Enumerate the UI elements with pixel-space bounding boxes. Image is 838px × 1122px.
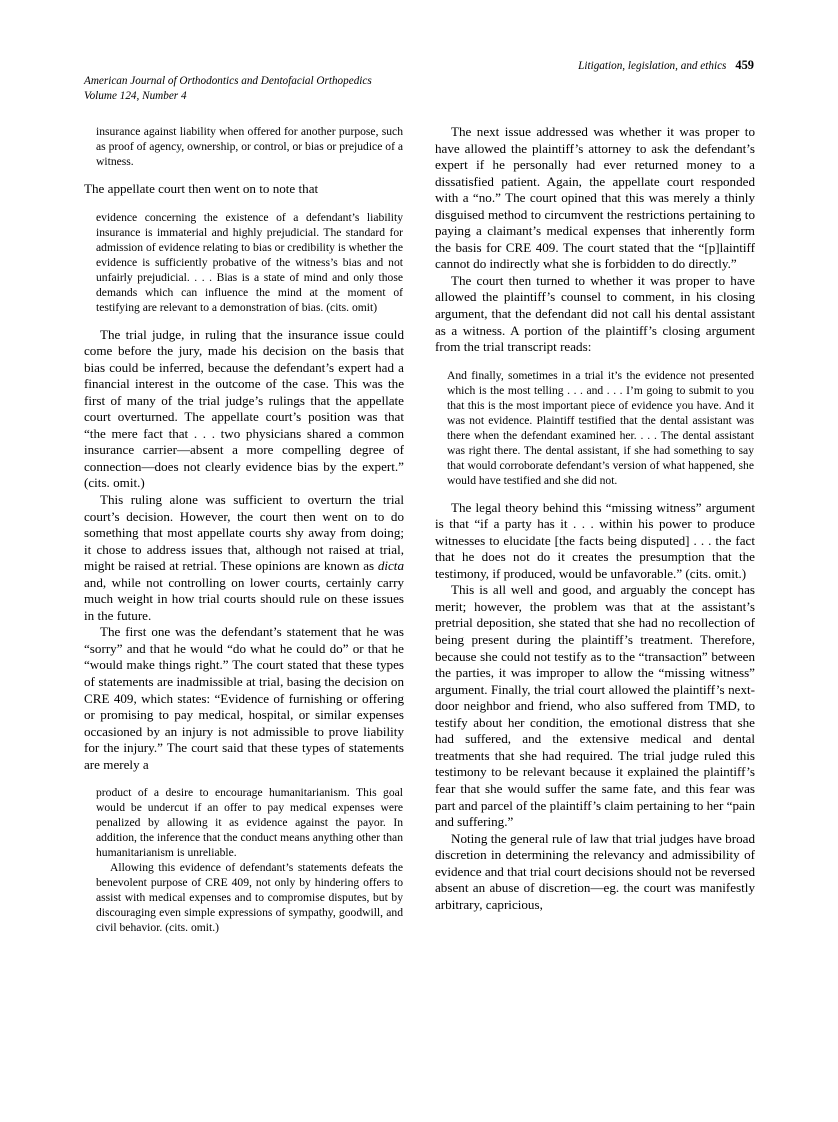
- paragraph-text-b: and, while not controlling on lower courts, certainly carry much weight in how trial courts should rule on these issues in the future.: [84, 574, 404, 623]
- blockquote-humanitarianism: product of a desire to encourage humanitarianism. This goal would be undercut if an offer to pay medical expenses were penalized by allowing it as evidence against the payor. In addition, the inference that the conduct means anything other than humanitarianism is unreliable.: [96, 786, 403, 860]
- paragraph-trial-judge: The trial judge, in ruling that the insurance issue could come before the jury, made his decision on the basis that bias could be inferred, because the defendant’s expert had a financial interest in the outcome of the case. This was the first of many of the trial judge’s rulings that the appellate court overturned. The appellate court’s position was that “the mere fact that . . . two physicians shared a common insurance carrier—absent a more compelling degree of connection—does not clearly evidence bias by the expert.” (cits. omit.): [84, 326, 404, 491]
- spacer: [435, 356, 755, 368]
- italic-term-dicta: dicta: [377, 558, 404, 574]
- column-left: [84, 124, 404, 935]
- page-number: 459: [735, 58, 754, 72]
- journal-title: American Journal of Orthodontics and Dentofacial Orthopedics: [84, 74, 372, 87]
- paragraph-first-one-statement: The first one was the defendant’s statement that he was “sorry” and that he would “do what he could do” or that he “would make things right.” The court stated that these types of statements are inadmissible at trial, basing the decision on CRE 409, which states: “Evidence of furnishing or offering or promising to pay medical, hospital, or similar expenses occasioned by an injury is not admissible to prove liability for the injury.” The court said that these types of statements are merely a: [84, 624, 404, 772]
- blockquote-benevolent-purpose: Allowing this evidence of defendant’s statements defeats the benevolent purpose of CRE 409, not only by hindering offers to assist with medical expenses and to compromise disputes, but by discouraging even simple expressions of sympathy, goodwill, and civil behavior. (cits. omit.): [96, 861, 403, 935]
- spacer: [84, 773, 404, 785]
- article-body: [84, 124, 754, 935]
- paragraph-noting-general-rule: Noting the general rule of law that trial judges have broad discretion in determining the relevancy and admissibility of evidence and that trial court decisions should not be reversed absent an abuse of discretion—eg. the court was manifestly arbitrary, capricious,: [435, 830, 755, 912]
- spacer: [84, 169, 404, 181]
- running-head-journal: [84, 58, 372, 120]
- paragraph-text-a: This ruling alone was sufficient to overturn the trial court’s decision. However, the court then went on to do something that most appellate courts shy away from doing; it chose to address issues that, although not raised at trial, might be raised at retrial. These opinions are known as: [84, 492, 404, 574]
- paragraph-legal-theory: The legal theory behind this “missing witness” argument is that “if a party has it . . . within his power to produce witnesses to elucidate [the facts being disputed] . . . the fact that he does not do it creates the presumption that the testimony, if produced, would be unfavorable.” (cits. omit.): [435, 499, 755, 581]
- paragraph-next-issue: The next issue addressed was whether it was proper to have allowed the plaintiff’s attorney to ask the defendant’s expert if he personally had ever returned money to a dissatisfied patient. Again, the appellate court responded with a “no.” The court opined that this was merely a thinly disguised method to circumvent the restrictions pertaining to paying a claimant’s medical expenses that inherently form the basis for CRE 409. The court stated that the “[p]laintiff cannot do indirectly what she is forbidden to do directly.”: [435, 124, 755, 272]
- paragraph-this-ruling-alone: [84, 492, 404, 624]
- blockquote-closing-argument: And finally, sometimes in a trial it’s the evidence not presented which is the most telling . . . and . . . I’m going to submit to you that this is the most important piece of evidence you have. And it was not evidence. Plaintiff testified that the dental assistant was there when the defendant examined her. . . . The dental assistant was right there. The dental assistant, if she had something to say that would corroborate defendant’s version of what happened, she would have testified and she did not.: [447, 368, 754, 487]
- section-title: Litigation, legislation, and ethics: [578, 60, 727, 72]
- lead-in-appellate-court: The appellate court then went on to note that: [84, 181, 319, 196]
- running-head: [84, 58, 754, 120]
- spacer: [84, 315, 404, 327]
- column-right: [435, 124, 755, 935]
- blockquote-evidence-concerning: evidence concerning the existence of a defendant’s liability insurance is immaterial and highly prejudicial. The standard for admission of evidence relating to bias or credibility is whether the evidence is sufficiently probative of the witness’s bias and not unfairly prejudicial. . . . Bias is a state of mind and only those demands which can influence the mind at the moment of testifying are relevant to a demonstration of bias. (cits. omit): [96, 210, 403, 314]
- spacer: [84, 198, 404, 210]
- spacer: [435, 488, 755, 500]
- volume-issue: Volume 124, Number 4: [84, 90, 187, 102]
- running-head-right: [578, 58, 754, 75]
- paragraph-court-turned: The court then turned to whether it was proper to have allowed the plaintiff’s counsel to comment, in his closing argument, that the defendant did not call his dental assistant as a witness. A portion of the plaintiff’s closing argument from the trial transcript reads:: [435, 272, 755, 355]
- paragraph-well-and-good: This is all well and good, and arguably the concept has merit; however, the problem was that at the assistant’s pretrial deposition, she stated that she had no recollection of being present during the plaintiff’s treatment. Therefore, because she could not testify as to the “transaction” between the parties, it was improper to allow the “missing witness” argument. Finally, the trial court allowed the plaintiff’s next-door neighbor and friend, who also suffered from TMD, to testify about her condition, the emotional distress that she had suffered, and the extensive medical and dental treatments that she had required. The trial judge ruled this testimony to be relevant because it explained the plaintiff’s fear that she would suffer the same fate, and this fear was part and parcel of the plaintiff’s claim pertaining to her “pain and suffering.”: [435, 582, 755, 830]
- blockquote-insurance-purpose: insurance against liability when offered for another purpose, such as proof of agency, ownership, or control, or bias or prejudice of a witness.: [96, 125, 403, 168]
